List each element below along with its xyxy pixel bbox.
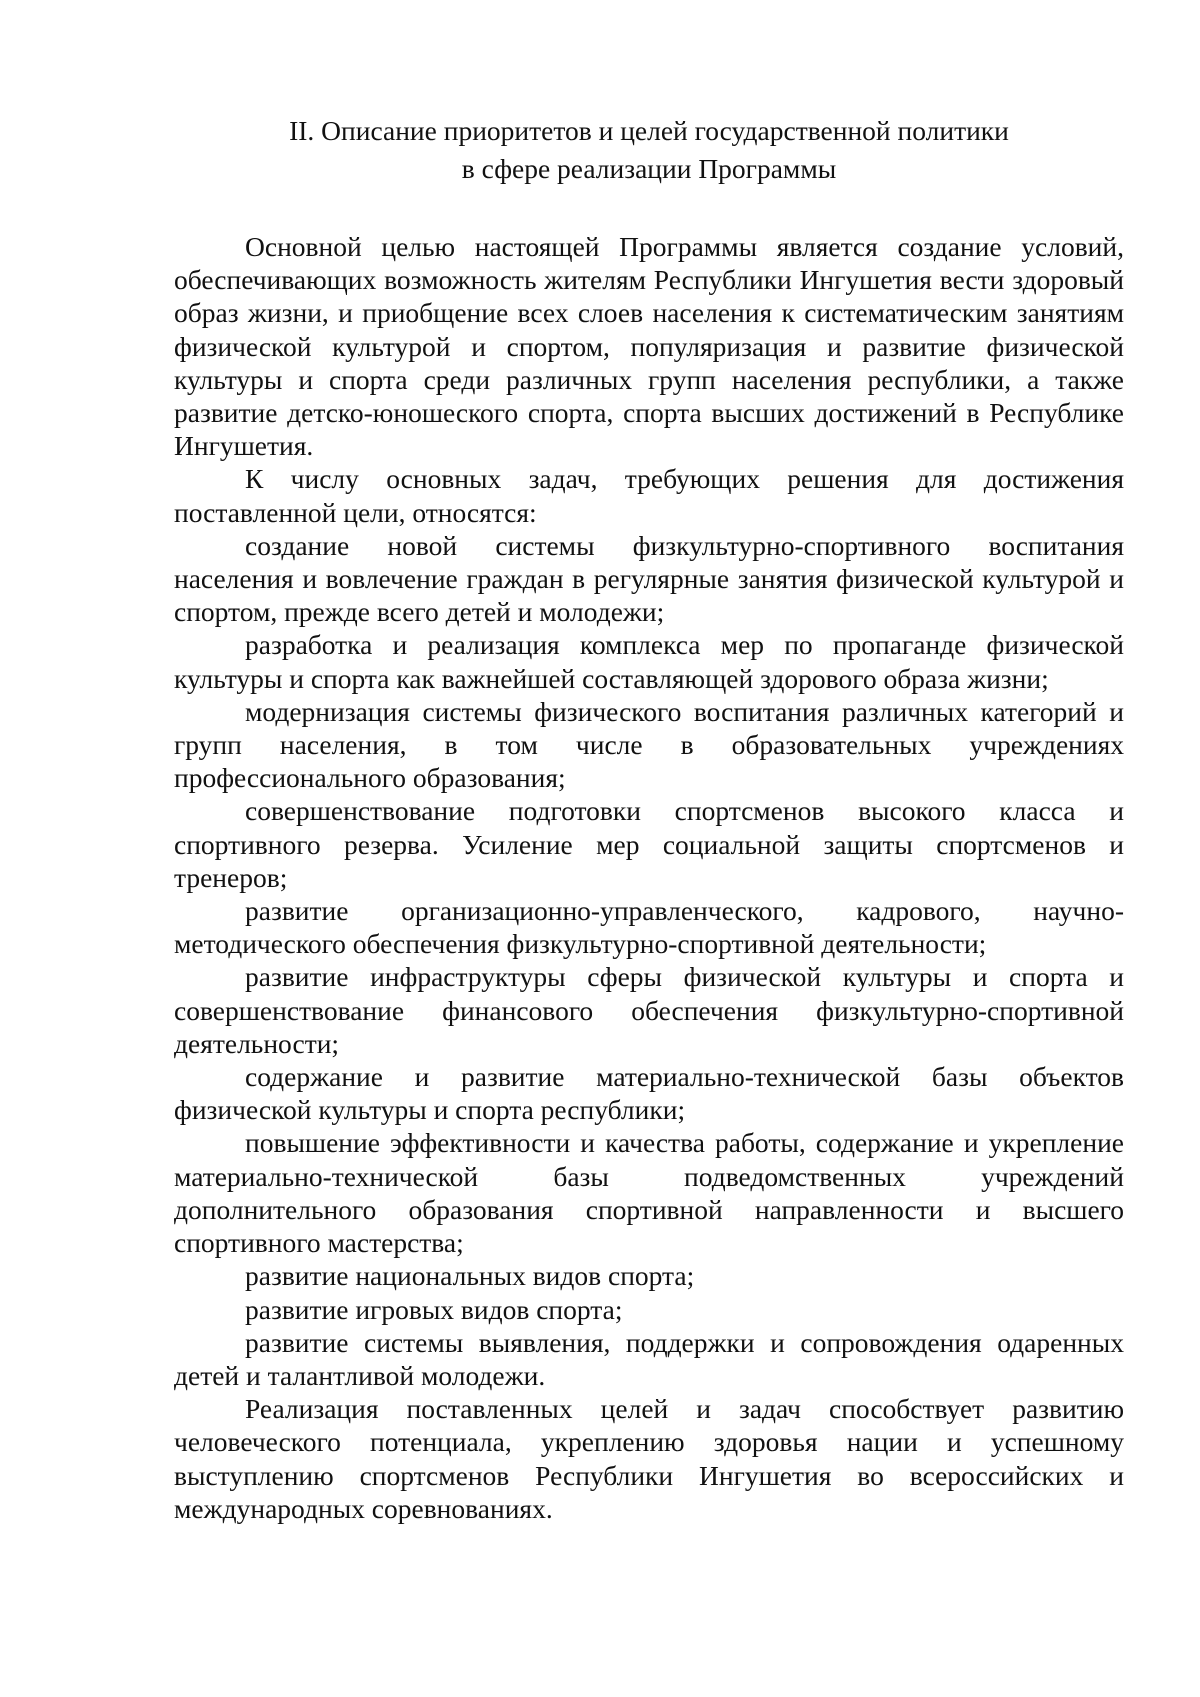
section-title-line-2: в сфере реализации Программы xyxy=(461,153,837,184)
paragraph-conclusion: Реализация поставленных целей и задач способствует развитию человеческого потенциала, укреплению здоровья нации и успешному выступлению спортсменов Республики Ингушетия во всероссийских и международных соревнованиях. xyxy=(174,1393,1124,1524)
task-item: создание новой системы физкультурно-спортивного воспитания населения и вовлечение граждан в регулярные занятия физической культурой и спортом, прежде всего детей и молодежи; xyxy=(174,529,1124,628)
task-item: разработка и реализация комплекса мер по пропаганде физической культуры и спорта как важнейшей составляющей здорового образа жизни; xyxy=(174,629,1124,694)
task-item: совершенствование подготовки спортсменов высокого класса и спортивного резерва. Усиление мер социальной защиты спортсменов и тренеров; xyxy=(174,795,1124,893)
task-item: развитие игровых видов спорта; xyxy=(245,1293,623,1325)
document-page xyxy=(174,112,1124,1525)
task-item: модернизация системы физического воспитания различных категорий и групп населения, в том числе в образовательных учреждениях профессионального образования; xyxy=(174,695,1124,794)
task-item: развитие инфраструктуры сферы физической культуры и спорта и совершенствование финансового обеспечения физкультурно-спортивной деятельности; xyxy=(174,961,1124,1059)
task-item: развитие организационно-управленческого, кадрового, научно-методического обеспечения физкультурно-спортивной деятельности; xyxy=(174,895,1124,960)
section-title xyxy=(174,112,1124,188)
task-item: содержание и развитие материально-технической базы объектов физической культуры и спорта республики; xyxy=(174,1061,1124,1126)
task-item: повышение эффективности и качества работы, содержание и укрепление материально-технической базы подведомственных учреждений дополнительного образования спортивной направленности и высшего спортивного мастерства; xyxy=(174,1127,1124,1259)
task-item: развитие системы выявления, поддержки и сопровождения одаренных детей и талантливой молодежи. xyxy=(174,1326,1124,1391)
paragraph-main-goal: Основной целью настоящей Программы является создание условий, обеспечивающих возможность жителям Республики Ингушетия вести здоровый образ жизни, и приобщение всех слоев населения к систематическим занятиям физической культурой и спортом, популяризация и развитие физической культуры и спорта среди различных групп населения республики, а также развитие детско-юношеского спорта, спорта высших достижений в Республике Ингушетия. xyxy=(174,231,1124,462)
paragraph-tasks-intro: К числу основных задач, требующих решения для достижения поставленной цели, относятся: xyxy=(174,463,1124,528)
task-item: развитие национальных видов спорта; xyxy=(245,1260,695,1292)
document-body xyxy=(174,230,1124,1525)
section-title-line-1: II. Описание приоритетов и целей государственной политики xyxy=(289,115,1009,146)
